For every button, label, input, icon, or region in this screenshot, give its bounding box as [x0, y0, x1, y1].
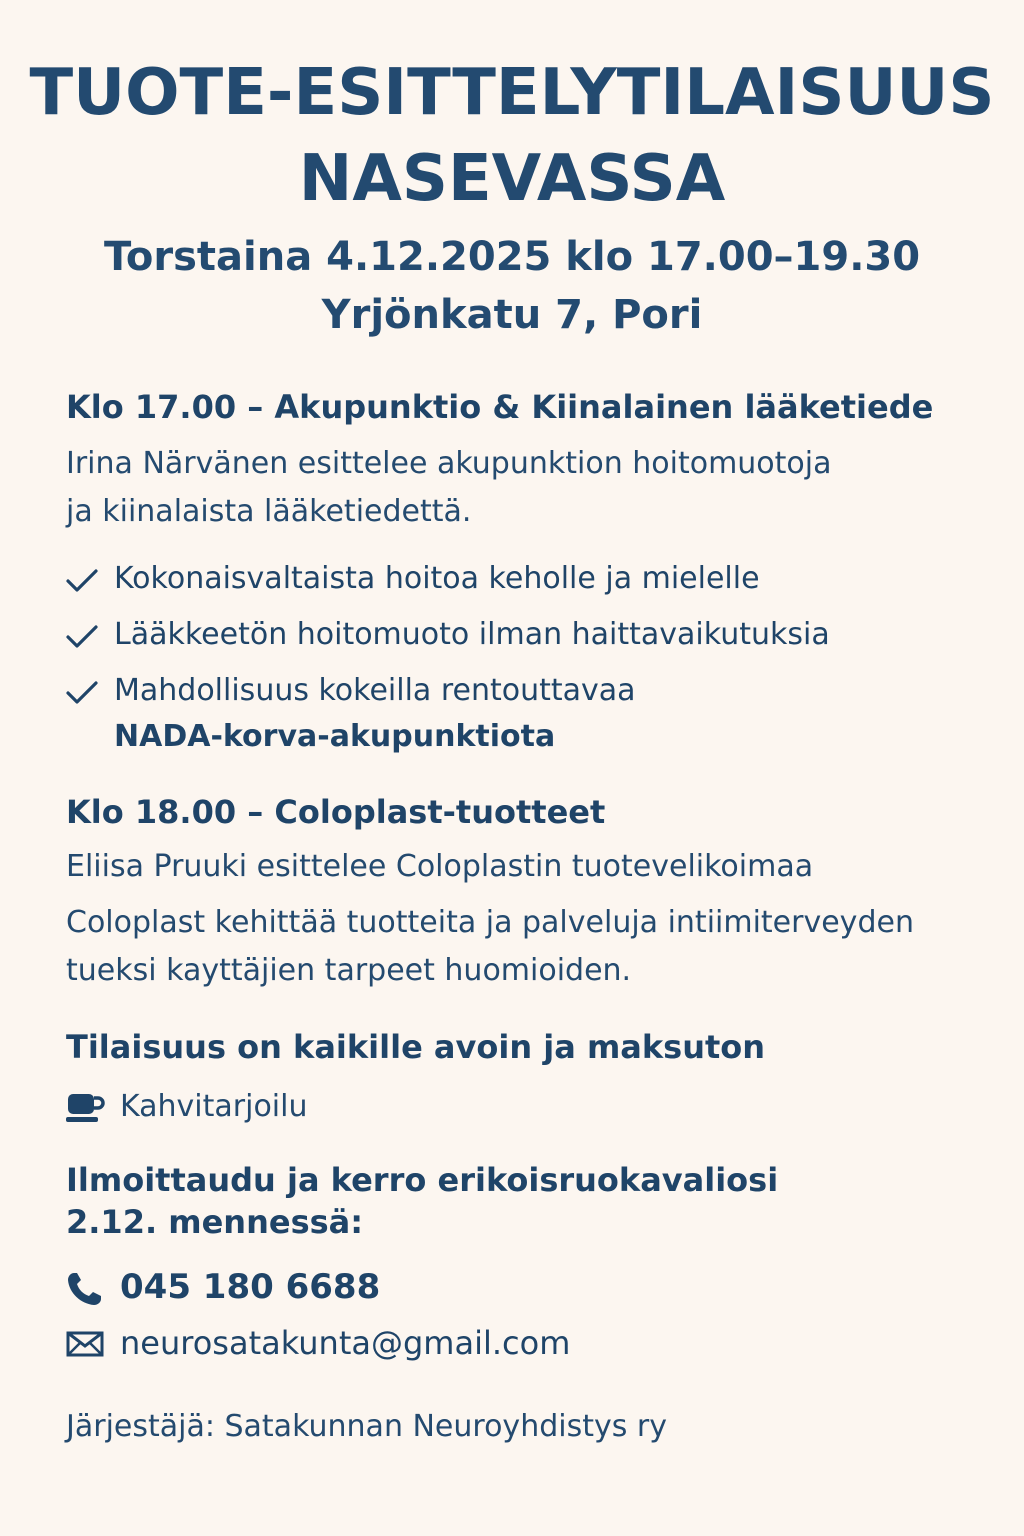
open-event [66, 1026, 966, 1130]
phone-row [66, 1263, 966, 1311]
session-description-line: Coloplast kehittää tuotteita ja palveluja intiimiterveyden [66, 905, 914, 940]
coffee-cup-icon [66, 1090, 106, 1124]
coffee-text: Kahvitarjoilu [120, 1089, 308, 1124]
session-description-line: Irina Närvänen esittelee akupunktion hoitomuotoja [66, 446, 832, 481]
organizer-text: Järjestäjä: Satakunnan Neuroyhdistys ry [66, 1409, 667, 1444]
session-coloplast [66, 791, 966, 995]
list-item [66, 668, 966, 760]
envelope-icon [66, 1331, 104, 1357]
session-description-line: Eliisa Pruuki esittelee Coloplastin tuotevelikoimaa [66, 849, 814, 884]
title-line-2: NASEVASSA [298, 142, 726, 216]
page-title [0, 50, 1024, 222]
session-description-line: ja kiinalaista lääketiedettä. [66, 494, 472, 529]
title-line-1: TUOTE-ESITTELYTILAISUUS [29, 56, 995, 130]
list-item-text: Kokonaisvaltaista hoitoa keholle ja mielelle [114, 561, 760, 596]
check-icon [66, 680, 98, 706]
event-details [0, 228, 1024, 344]
session-description-line: tueksi kayttäjien tarpeet huomioiden. [66, 953, 632, 988]
list-item-text-bold: NADA-korva-akupunktiota [114, 719, 556, 754]
check-icon [66, 624, 98, 650]
list-item-text: Mahdollisuus kokeilla rentouttavaa [114, 673, 636, 708]
event-address: Yrjönkatu 7, Pori [321, 292, 703, 338]
email-row [66, 1319, 966, 1367]
organizer [66, 1403, 966, 1451]
session-heading: Klo 18.00 – Coloplast-tuotteet [66, 793, 606, 831]
session-acupuncture [66, 386, 966, 760]
event-date: Torstaina 4.12.2025 klo 17.00–19.30 [103, 234, 921, 280]
list-item [66, 556, 966, 602]
registration-heading-line: Ilmoittaudu ja kerro erikoisruokavaliosi [66, 1161, 779, 1199]
registration [66, 1159, 966, 1367]
list-item [66, 612, 966, 658]
check-icon [66, 568, 98, 594]
session-heading: Klo 17.00 – Akupunktio & Kiinalainen lääketiede [66, 388, 934, 426]
open-event-heading: Tilaisuus on kaikille avoin ja maksuton [66, 1028, 766, 1066]
list-item-text: Lääkkeetön hoitomuoto ilman haittavaikutuksia [114, 617, 830, 652]
phone-number[interactable]: 045 180 6688 [120, 1267, 381, 1307]
registration-heading-line: 2.12. mennessä: [66, 1203, 364, 1241]
phone-icon [66, 1271, 104, 1307]
coffee-row [66, 1084, 966, 1130]
email-address[interactable]: neurosatakunta@gmail.com [120, 1324, 571, 1362]
